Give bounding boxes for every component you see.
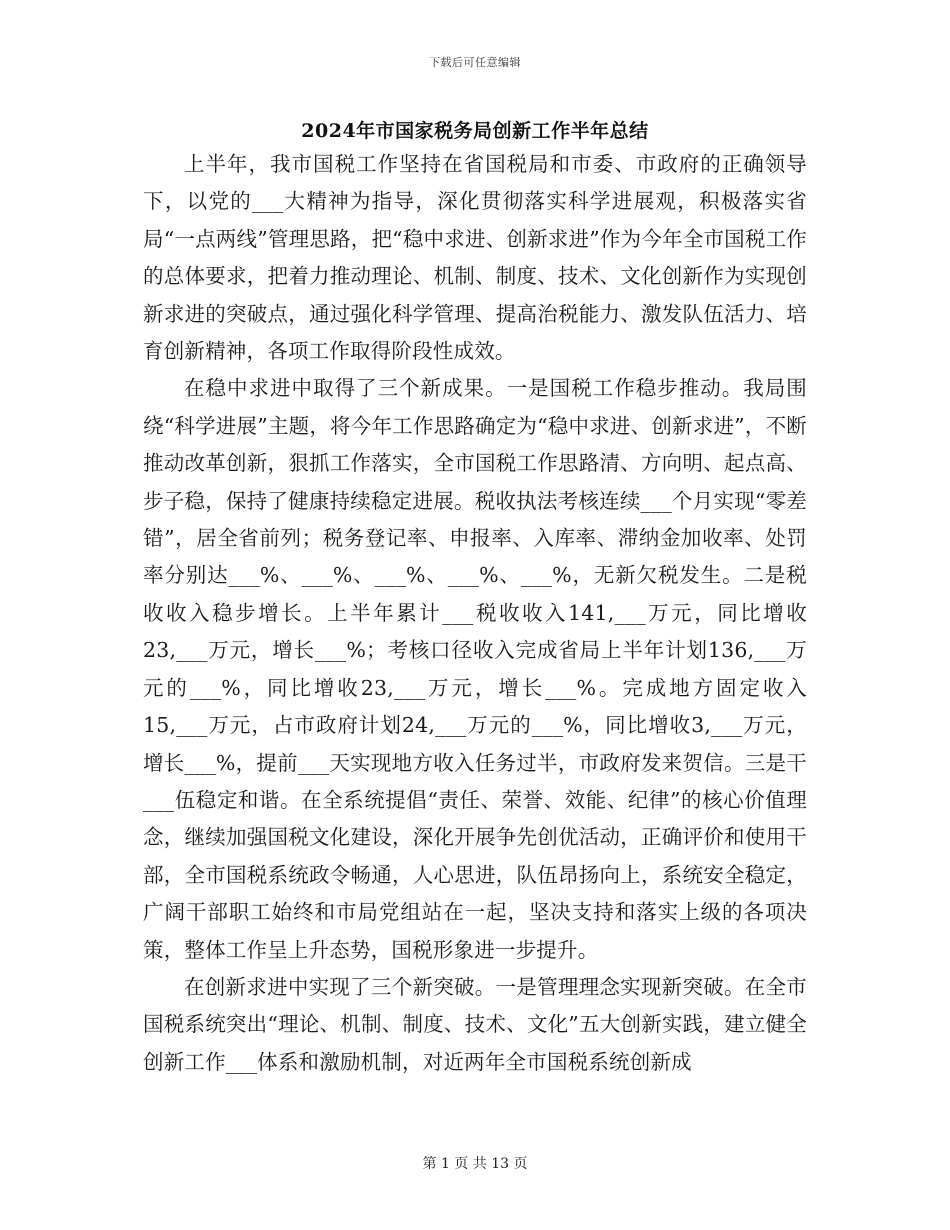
page-header-note: 下载后可任意编辑: [429, 56, 521, 69]
document-title: 2024年市国家税务局创新工作半年总结: [301, 120, 649, 142]
paragraph-achievements: 在稳中求进中取得了三个新成果。一是国税工作稳步推动。我局围绕“科学进展”主题，将今年工作思路确定为“稳中求进、创新求进”，不断推动改革创新，狠抓工作落实，全市国税工作思路清、方向明、起点高、步子稳，保持了健康持续稳定进展。税收执法考核连续___个月实现“零差错”，居全省前列；税务登记率、申报率、入库率、滞纳金加收率、处罚率分别达___%、___%、___%、___%、___%，无新欠税发生。二是税收收入稳步增长。上半年累计___税收收入141,___万元，同比增收23,___万元，增长___%；考核口径收入完成省局上半年计划136,___万元的___%，同比增收23,___万元，增长___%。完成地方固定收入15,___万元，占市政府计划24,___万元的___%，同比增收3,___万元，增长___%，提前___天实现地方收入任务过半，市政府发来贺信。三是干___伍稳定和谐。在全系统提倡“责任、荣誉、效能、纪律”的核心价值理念，继续加强国税文化建设，深化开展争先创优活动，正确评价和使用干部，全市国税系统政令畅通，人心思进，队伍昂扬向上，系统安全稳定，广阔干部职工始终和市局党组站在一起，坚决支持和落实上级的各项决策，整体工作呈上升态势，国税形象进一步提升。: [143, 376, 807, 962]
paragraph-breakthroughs: 在创新求进中实现了三个新突破。一是管理理念实现新突破。在全市国税系统突出“理论、机制、制度、技术、文化”五大创新实践，建立健全创新工作___体系和激励机制，对近两年全市国税系统创新成: [143, 974, 807, 1074]
page-number-footer: 第 1 页 共 13 页: [422, 1156, 528, 1172]
paragraph-intro: 上半年，我市国税工作坚持在省国税局和市委、市政府的正确领导下，以党的___大精神为指导，深化贯彻落实科学进展观，积极落实省局“一点两线”管理思路，把“稳中求进、创新求进”作为今年全市国税工作的总体要求，把着力推动理论、机制、制度、技术、文化创新作为实现创新求进的突破点，通过强化科学管理、提高治税能力、激发队伍活力、培育创新精神，各项工作取得阶段性成效。: [143, 152, 807, 364]
document-body: [143, 146, 807, 1081]
